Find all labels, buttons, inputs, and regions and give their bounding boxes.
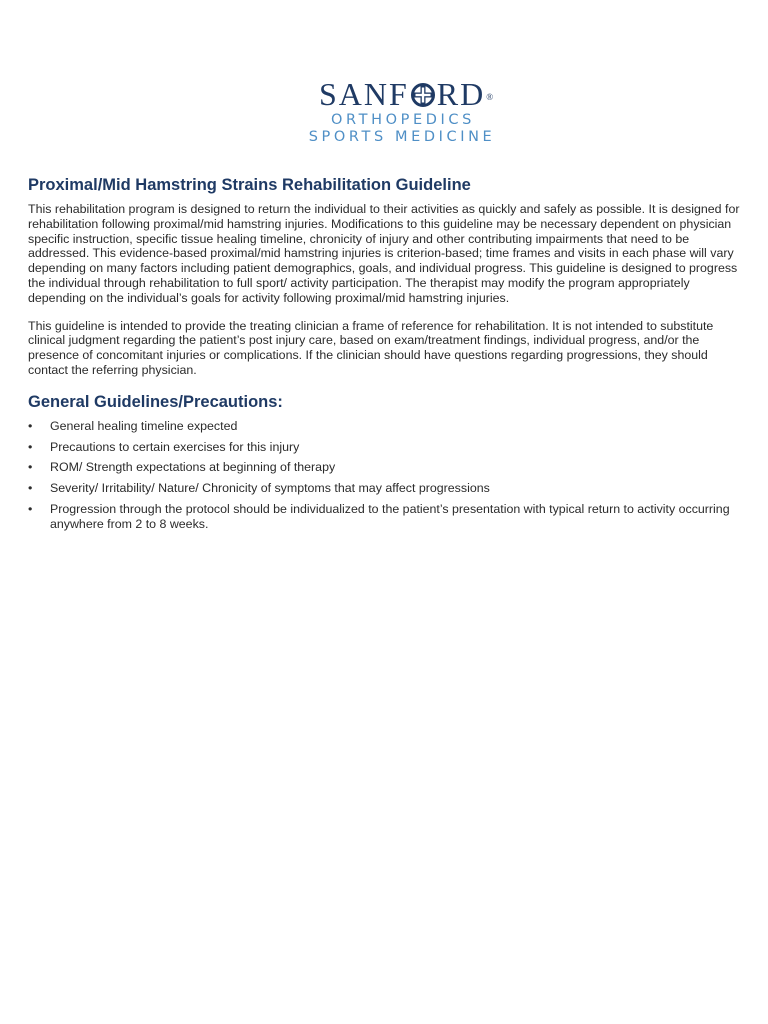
logo-cross-icon — [410, 83, 436, 107]
bullet-icon: • — [28, 460, 33, 475]
scope-paragraph: This guideline is intended to provide the treating clinician a frame of reference for rehabilitation. It is not intended to substitute clinical judgment regarding the patient’s post injury care, based on exam/treatment findings, individual progress, and/or the presence of concomitant injuries or complications. If the clinician should have questions regarding progressions, they should contact the referring physician. — [28, 318, 714, 377]
list-item-text: ROM/ Strength expectations at beginning of therapy — [50, 460, 336, 475]
list-item — [28, 440, 740, 455]
list-item-text: General healing timeline expected — [50, 418, 238, 433]
logo-subtitle-sports-medicine: SPORTS MEDICINE — [308, 129, 496, 145]
list-item — [28, 481, 740, 496]
logo-wordmark-left: SANF — [318, 76, 409, 112]
intro-paragraph: This rehabilitation program is designed to return the individual to their activities as quickly and safely as possible. It is designed for rehabilitation following proximal/mid hamstring injuries. Modifications to this guideline may be necessary dependent on physician specific instruction, specific tissue healing timeline, chronicity of injury and other contributing impairments that need to be addressed. This evidence-based proximal/mid hamstring injuries is criterion-based; time frames and visits in each phase will vary depending on many factors including patient demographics, goals, and individual progress. This guideline is designed to progress the individual through rehabilitation to full sport/ activity participation. The therapist may modify the program appropriately depending on the individual’s goals for activity following proximal/mid hamstring injuries. — [28, 202, 740, 305]
bullet-icon: • — [28, 418, 33, 433]
list-item-text: Precautions to certain exercises for this injury — [50, 439, 300, 454]
precautions-list — [28, 419, 740, 532]
list-item — [28, 419, 740, 434]
sanford-logo — [0, 78, 768, 146]
logo-wordmark — [319, 78, 493, 110]
registered-mark: ® — [486, 92, 494, 102]
bullet-icon: • — [28, 481, 33, 496]
logo-subtitle-orthopedics: ORTHOPEDICS — [331, 112, 475, 128]
list-item — [28, 460, 740, 475]
section-heading-general-guidelines: General Guidelines/Precautions: — [28, 392, 283, 411]
list-item — [28, 502, 740, 532]
document-title: Proximal/Mid Hamstring Strains Rehabilitation Guideline — [28, 176, 471, 194]
document-body — [28, 174, 740, 538]
list-item-text: Severity/ Irritability/ Nature/ Chronicity of symptoms that may affect progressions — [50, 481, 490, 496]
bullet-icon: • — [28, 501, 33, 516]
list-item-text: Progression through the protocol should be individualized to the patient’s presentation with typical return to activity occurring anywhere from 2 to 8 weeks. — [50, 501, 730, 531]
bullet-icon: • — [28, 439, 33, 454]
logo-wordmark-right: RD — [436, 76, 486, 112]
